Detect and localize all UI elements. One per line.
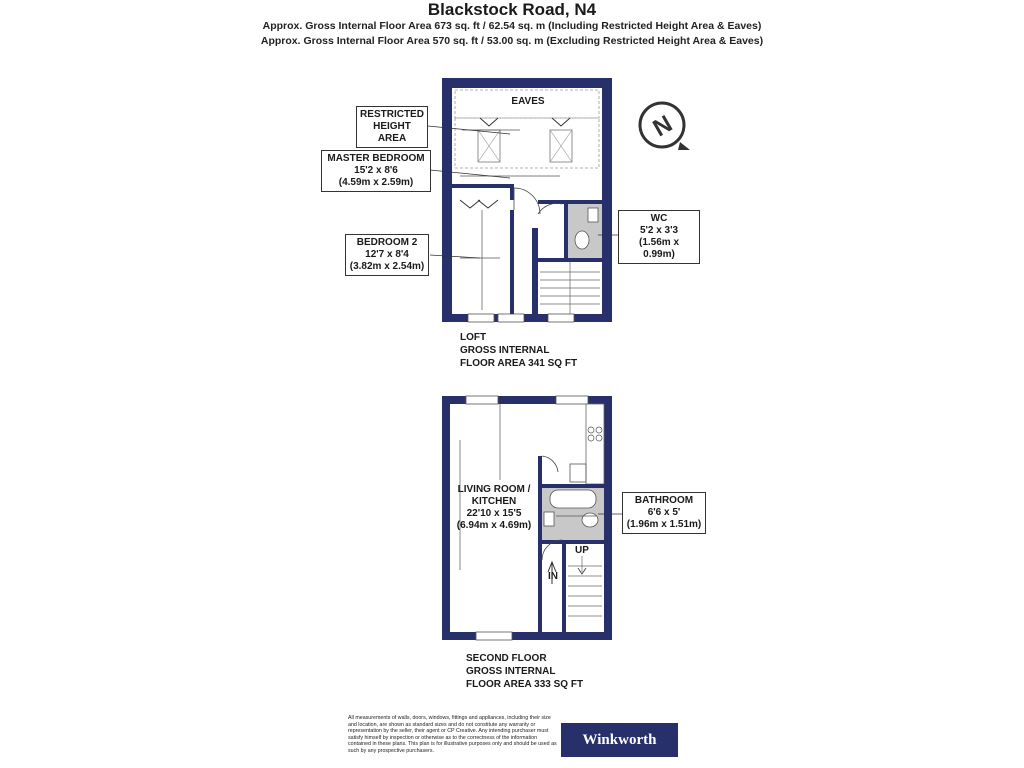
second-floor-line2: GROSS INTERNAL [466, 666, 556, 677]
loft-window [468, 314, 494, 322]
loft-floor-label [460, 331, 577, 370]
bedroom2-name: BEDROOM 2 [356, 237, 418, 248]
restricted-height-label [356, 106, 428, 148]
living-line2: KITCHEN [471, 496, 517, 507]
floor2-stairs [568, 556, 602, 616]
bathroom-toilet [582, 513, 598, 527]
wc-metric: (1.56m x 0.99m) [638, 237, 680, 260]
bedroom2-imperial: 12'7 x 8'4 [365, 249, 409, 260]
bathroom-label [622, 492, 706, 534]
floor2-window [476, 632, 512, 640]
loft-wall-left [442, 78, 452, 322]
loft-window [498, 314, 524, 322]
living-imperial: 22'10 x 15'5 [466, 508, 522, 519]
bathroom-imperial: 6'6 x 5' [647, 507, 681, 518]
bedroom2-metric: (3.82m x 2.54m) [349, 261, 425, 272]
loft-stairs [540, 262, 600, 314]
kitchen-counter [586, 404, 604, 484]
eaves-label: EAVES [511, 96, 545, 107]
compass-letter: N [648, 110, 678, 143]
disclaimer-text: All measurements of walls, doors, windows, fittings and appliances, including their size and location, are shown as standard sizes and do not constitute any warranty or representation by the seller, their agent or CP Creative. Any intending purchaser must satisfy himself by inspection or otherwise as to the correctness of the information contained in these plans. This plan is for illustrative purposes only and should be used as such by any prospective purchasers. [348, 715, 557, 754]
loft-floor-line2: GROSS INTERNAL [460, 345, 550, 356]
loft-wall-right [602, 78, 612, 322]
master-bedroom-label [321, 150, 431, 192]
second-floor-line1: SECOND FLOOR [466, 653, 547, 664]
bathroom-metric: (1.96m x 1.51m) [626, 519, 702, 530]
loft-internal-wall [452, 184, 514, 188]
bathroom-name: BATHROOM [634, 495, 694, 506]
restricted-line3: AREA [377, 133, 407, 144]
loft-floor-line1: LOFT [460, 332, 487, 343]
bedroom2-label [345, 234, 429, 276]
second-floor-label [466, 652, 583, 691]
entrance-in-label: IN [548, 571, 558, 582]
loft-wall-bottom [442, 314, 612, 322]
wc-name: WC [650, 213, 668, 224]
floor2-wall-right [604, 396, 612, 640]
loft-plan [428, 78, 620, 322]
master-bedroom-metric: (4.59m x 2.59m) [338, 177, 414, 188]
loft-internal-wall [538, 200, 602, 204]
loft-window [548, 314, 574, 322]
stairs-up-label: UP [575, 545, 589, 556]
area-including-text: Approx. Gross Internal Floor Area 673 sq. ft / 62.54 sq. m (Including Restricted Height Area & Eaves) [262, 20, 762, 32]
restricted-line1: RESTRICTED [360, 109, 424, 120]
loft-wall-top [442, 78, 612, 88]
second-floor-line3: FLOOR AREA 333 SQ FT [466, 679, 584, 690]
restricted-line2: HEIGHT [373, 121, 411, 132]
bathtub [550, 490, 596, 508]
living-metric: (6.94m x 4.69m) [456, 520, 532, 531]
floor2-window [466, 396, 498, 404]
floor2-window [556, 396, 588, 404]
toilet [575, 231, 589, 249]
compass-icon [640, 103, 690, 150]
wc-label [618, 210, 700, 264]
living-line1: LIVING ROOM / [457, 484, 531, 495]
loft-floor-line3: FLOOR AREA 341 SQ FT [460, 358, 578, 369]
page-title: Blackstock Road, N4 [427, 0, 597, 19]
area-excluding-text: Approx. Gross Internal Floor Area 570 sq. ft / 53.00 sq. m (Excluding Restricted Height Area & Eaves) [260, 35, 764, 47]
living-room-label [450, 484, 538, 532]
master-bedroom-imperial: 15'2 x 8'6 [354, 165, 398, 176]
restricted-area [455, 118, 599, 168]
loft-internal-wall [532, 228, 538, 314]
floor2-wall-left [442, 396, 450, 640]
winkworth-logo: Winkworth [561, 723, 678, 757]
floor2-wall-bottom [442, 632, 612, 640]
wc-imperial: 5'2 x 3'3 [639, 225, 679, 236]
master-bedroom-name: MASTER BEDROOM [327, 153, 425, 164]
basin [544, 512, 554, 526]
